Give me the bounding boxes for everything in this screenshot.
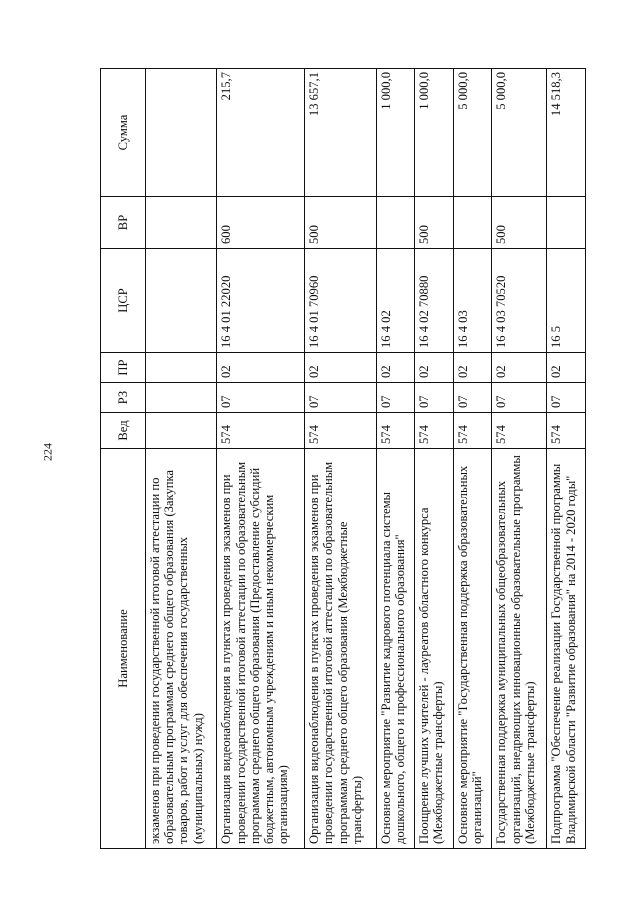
table-row (415, 69, 454, 849)
cell-name: Подпрограмма "Обеспечение реализации Государственной программы Владимирской области "Развитие образования" на 2014 - 2020 годы" (547, 449, 586, 849)
cell-vr (453, 197, 492, 249)
table-row (492, 69, 547, 849)
page-number: 224 (40, 443, 55, 461)
cell-vr: 500 (415, 197, 454, 249)
cell-ved: 574 (547, 413, 586, 449)
table-row (305, 69, 376, 849)
cell-sum: 13 657,1 (305, 69, 376, 197)
column-header-vr: ВР (101, 197, 146, 249)
column-header-pr: ПР (101, 353, 146, 383)
cell-pr: 02 (453, 353, 492, 383)
cell-name: Организация видеонаблюдения в пунктах проведения экзаменов при проведении государственной итоговой аттестации по образовательным программам среднего общего образования (Межбюджетные трансферты) (305, 449, 376, 849)
cell-name: экзаменов при проведении государственной итоговой аттестации по образовательным программам среднего общего образования (Закупка товаров, работ и услуг для обеспечения государственных (муниципальных) нужд) (146, 449, 217, 849)
cell-sum: 5 000,0 (492, 69, 547, 197)
column-header-ved: Вед (101, 413, 146, 449)
table-header-row (101, 69, 146, 849)
cell-sum: 1 000,0 (415, 69, 454, 197)
cell-csr: 16 4 02 70880 (415, 249, 454, 353)
cell-name: Основное мероприятие "Государственная поддержка образовательных организаций" (453, 449, 492, 849)
cell-csr: 16 4 03 (453, 249, 492, 353)
cell-rz: 07 (492, 383, 547, 413)
cell-csr: 16 4 01 22020 (217, 249, 305, 353)
cell-pr: 02 (217, 353, 305, 383)
table-row (217, 69, 305, 849)
cell-csr: 16 4 02 (376, 249, 415, 353)
cell-ved: 574 (376, 413, 415, 449)
cell-rz: 07 (547, 383, 586, 413)
budget-table (100, 68, 586, 849)
cell-rz: 07 (415, 383, 454, 413)
table-row (453, 69, 492, 849)
column-header-sum: Сумма (101, 69, 146, 197)
cell-vr (146, 197, 217, 249)
cell-rz (146, 383, 217, 413)
cell-pr (146, 353, 217, 383)
cell-vr: 500 (305, 197, 376, 249)
cell-ved: 574 (305, 413, 376, 449)
cell-ved: 574 (453, 413, 492, 449)
cell-sum: 1 000,0 (376, 69, 415, 197)
cell-pr: 02 (415, 353, 454, 383)
cell-csr (146, 249, 217, 353)
cell-ved: 574 (217, 413, 305, 449)
cell-pr: 02 (376, 353, 415, 383)
cell-vr: 600 (217, 197, 305, 249)
cell-rz: 07 (453, 383, 492, 413)
table-row (146, 69, 217, 849)
cell-rz: 07 (217, 383, 305, 413)
cell-name: Организация видеонаблюдения в пунктах проведения экзаменов при проведении государственной итоговой аттестации по образовательным программам среднего общего образования (Предоставление субсидий бюджетным, автономным учреждениям и иным некоммерческим организациям) (217, 449, 305, 849)
cell-rz: 07 (376, 383, 415, 413)
column-header-rz: РЗ (101, 383, 146, 413)
cell-vr: 500 (492, 197, 547, 249)
cell-pr: 02 (547, 353, 586, 383)
column-header-name: Наименование (101, 449, 146, 849)
column-header-csr: ЦСР (101, 249, 146, 353)
cell-sum: 215,7 (217, 69, 305, 197)
cell-csr: 16 4 01 70960 (305, 249, 376, 353)
cell-name: Поощрение лучших учителей - лауреатов областного конкурса (Межбюджетные трансферты) (415, 449, 454, 849)
cell-name: Основное мероприятие "Развитие кадрового потенциала системы дошкольного, общего и профессионального образования" (376, 449, 415, 849)
budget-table-container (100, 69, 586, 849)
cell-rz: 07 (305, 383, 376, 413)
cell-sum (146, 69, 217, 197)
cell-ved (146, 413, 217, 449)
table-row (376, 69, 415, 849)
cell-pr: 02 (305, 353, 376, 383)
cell-vr (547, 197, 586, 249)
cell-ved: 574 (492, 413, 547, 449)
cell-csr: 16 5 (547, 249, 586, 353)
cell-vr (376, 197, 415, 249)
cell-csr: 16 4 03 70520 (492, 249, 547, 353)
cell-name: Государственная поддержка муниципальных общеобразовательных организаций, внедряющих инновационные образовательные программы (Межбюджетные трансферты) (492, 449, 547, 849)
cell-pr: 02 (492, 353, 547, 383)
cell-ved: 574 (415, 413, 454, 449)
cell-sum: 14 518,3 (547, 69, 586, 197)
cell-sum: 5 000,0 (453, 69, 492, 197)
table-row (547, 69, 586, 849)
